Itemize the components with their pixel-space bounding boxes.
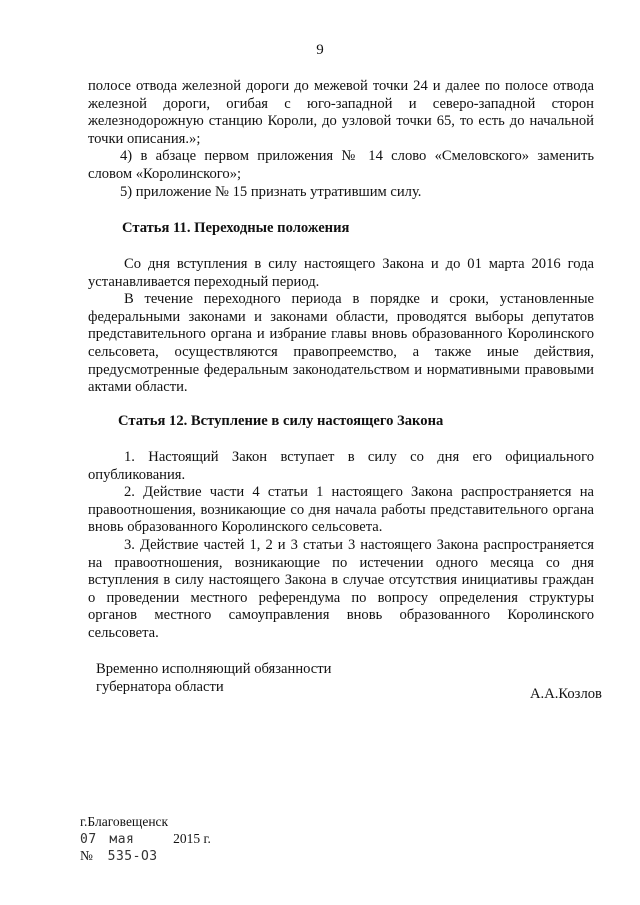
article-11-paragraph-2: В течение переходного периода в порядке и сроки, установленные федеральными законами и законами области, проводятся выборы депутатов представительного органа и избрание главы вновь образованного Королинского сельсовета, осуществляются правопреемство, а также иные действия, предусмотренные федеральным законодательством и нормативными правовыми актами области.: [88, 291, 594, 396]
page-number: 9: [316, 42, 324, 58]
footer-month: мая: [109, 832, 135, 847]
article-12-paragraph-3: 3. Действие частей 1, 2 и 3 статьи 3 настоящего Закона распространяется на правоотношения, возникающие по истечении одного месяца со дня вступления в силу настоящего Закона в случае отсутствия инициативы граждан о проведении местного референдума по вопросу определения структуры органов местного самоуправления вновь образованного Королинского сельсовета.: [88, 536, 594, 641]
signatory-position-line-1: Временно исполняющий обязанности: [96, 661, 332, 677]
article-12-paragraph-2: 2. Действие части 4 статьи 1 настоящего Закона распространяется на правоотношения, возникающие со дня начала работы представительного органа вновь образованного Королинского сельсовета.: [88, 484, 594, 536]
intro-paragraph-1: полосе отвода железной дороги до межевой точки 24 и далее по полосе отвода железной дороги, огибая с юго-западной и северо-западной сторон железнодорожную станцию Короли, до узловой точки 65, то есть до начальной точки описания.»;: [88, 78, 594, 147]
footer-day: 07: [80, 832, 97, 847]
footer-number: [80, 848, 158, 865]
article-11-body: [88, 256, 594, 397]
intro-block: [88, 78, 594, 201]
footer-year: 2015 г.: [173, 831, 211, 846]
intro-paragraph-3: 5) приложение № 15 признать утратившим силу.: [120, 183, 422, 200]
article-12-paragraph-1: 1. Настоящий Закон вступает в силу со дня его официального опубликования.: [88, 449, 594, 483]
signatory-position: [96, 660, 331, 696]
article-11-title: Статья 11. Переходные положения: [122, 220, 350, 236]
signatory-name: А.А.Козлов: [530, 686, 602, 702]
intro-paragraph-2: 4) в абзаце первом приложения № 14 слово «Смеловского» заменить словом «Королинского»;: [88, 148, 594, 182]
article-11-paragraph-1: Со дня вступления в силу настоящего Закона и до 01 марта 2016 года устанавливается переходный период.: [88, 256, 594, 290]
footer-number-value: 535-ОЗ: [107, 849, 158, 864]
article-12-body: [88, 449, 594, 643]
footer-number-label: №: [80, 848, 93, 863]
footer-date: [80, 831, 211, 848]
article-12-title: Статья 12. Вступление в силу настоящего Закона: [118, 413, 444, 429]
signatory-position-line-2: губернатора области: [96, 679, 224, 695]
footer-city: г.Благовещенск: [80, 814, 169, 829]
